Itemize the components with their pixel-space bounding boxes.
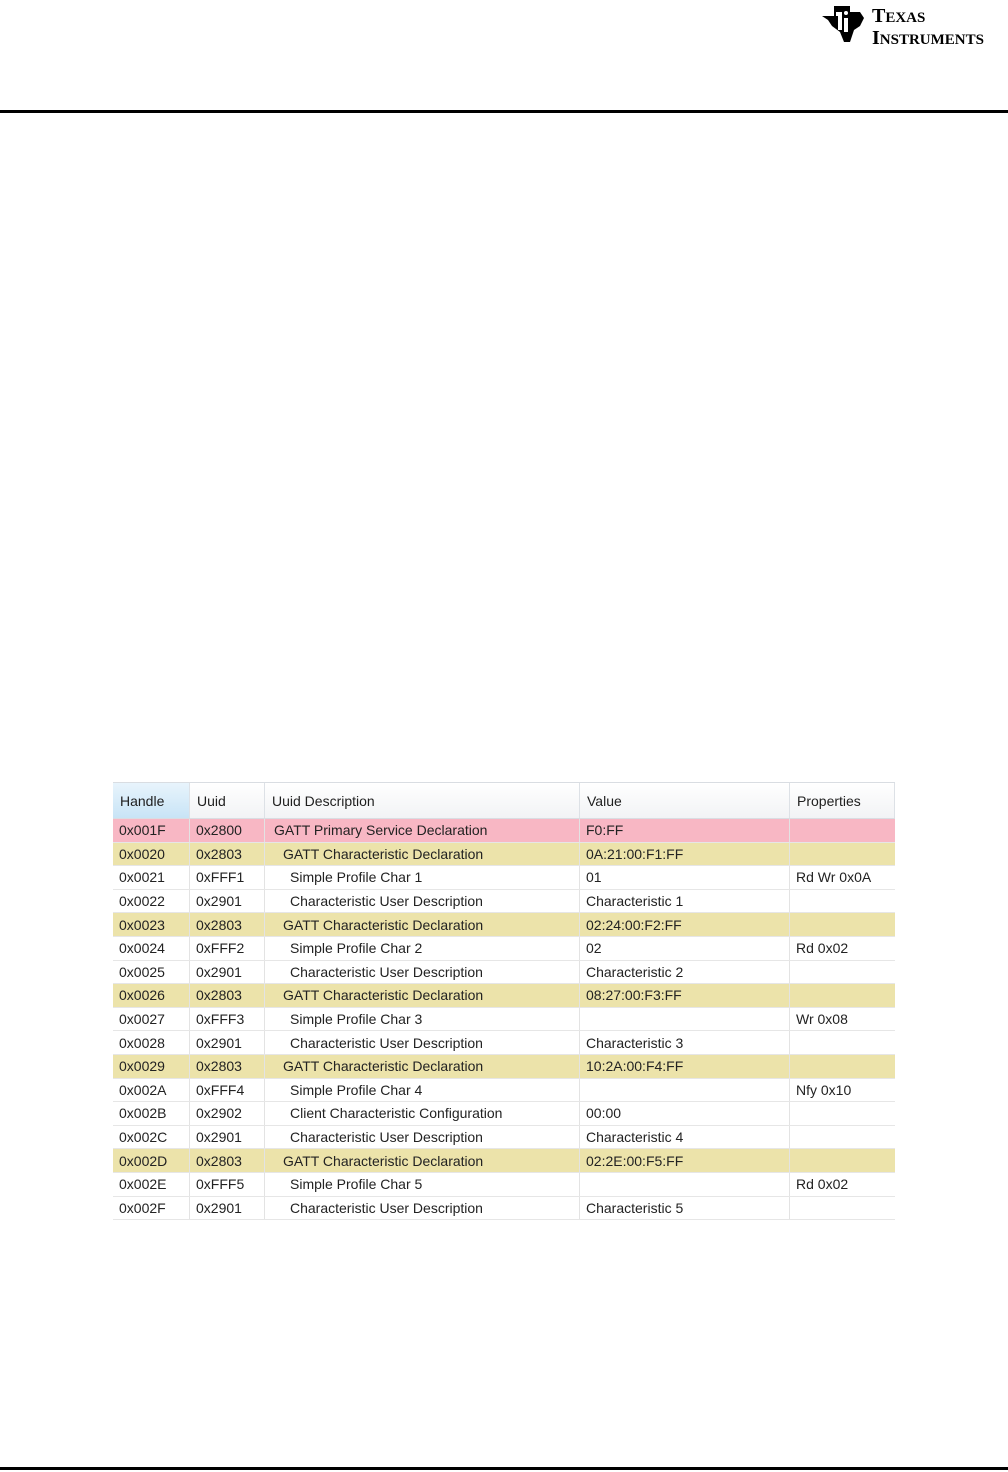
uuid-cell: 0x2901: [190, 1031, 265, 1054]
uuid-description-cell: Client Characteristic Configuration: [265, 1102, 580, 1125]
uuid-cell: 0xFFF5: [190, 1173, 265, 1196]
properties-cell: Nfy 0x10: [796, 1081, 852, 1098]
uuid-description-cell: Characteristic User Description: [265, 1197, 580, 1220]
uuid-cell: 0xFFF1: [190, 866, 265, 889]
table-row[interactable]: [113, 1079, 895, 1103]
uuid-description-cell: Characteristic User Description: [265, 961, 580, 984]
table-row[interactable]: [113, 890, 895, 914]
properties-cell: [790, 984, 895, 1007]
properties-cell: Wr 0x08: [796, 1011, 848, 1028]
handle-cell: 0x0024: [113, 937, 190, 960]
column-header-handle[interactable]: Handle: [113, 783, 190, 818]
value-cell: 08:27:00:F3:FF: [580, 984, 790, 1007]
uuid-cell: 0xFFF3: [190, 1008, 265, 1031]
table-row[interactable]: [113, 913, 895, 937]
handle-cell: 0x002A: [113, 1079, 190, 1102]
uuid-cell: 0x2901: [190, 1197, 265, 1220]
table-row[interactable]: [113, 1197, 895, 1221]
column-header-value[interactable]: Value: [580, 783, 790, 818]
uuid-description-cell: Simple Profile Char 2: [265, 937, 580, 960]
value-cell: 02:2E:00:F5:FF: [580, 1149, 790, 1172]
uuid-description-cell: Simple Profile Char 4: [265, 1079, 580, 1102]
uuid-description-cell: GATT Characteristic Declaration: [265, 984, 580, 1007]
table-row[interactable]: [113, 937, 895, 961]
uuid-cell: 0x2803: [190, 913, 265, 936]
properties-cell: Rd 0x02: [796, 940, 849, 957]
value-cell: 10:2A:00:F4:FF: [580, 1055, 790, 1078]
handle-cell: 0x0022: [113, 890, 190, 913]
table-row[interactable]: [113, 1102, 895, 1126]
uuid-cell: 0x2803: [190, 1149, 265, 1172]
uuid-description-cell: Characteristic User Description: [265, 1126, 580, 1149]
properties-cell: [790, 961, 895, 984]
value-cell: Characteristic 4: [580, 1126, 790, 1149]
value-cell: 02:24:00:F2:FF: [580, 913, 790, 936]
table-body: [113, 819, 895, 1220]
uuid-description-cell: Simple Profile Char 5: [265, 1173, 580, 1196]
gatt-attribute-table: [113, 782, 895, 1220]
table-header: [113, 782, 895, 819]
uuid-description-cell: GATT Characteristic Declaration: [265, 1149, 580, 1172]
table-row[interactable]: [113, 1055, 895, 1079]
table-row[interactable]: [113, 1149, 895, 1173]
handle-cell: 0x0029: [113, 1055, 190, 1078]
uuid-description-cell: GATT Characteristic Declaration: [265, 913, 580, 936]
uuid-cell: 0x2803: [190, 984, 265, 1007]
texas-instruments-logo: [820, 2, 1008, 49]
handle-cell: 0x0021: [113, 866, 190, 889]
uuid-description-cell: GATT Primary Service Declaration: [265, 819, 580, 842]
handle-cell: 0x002C: [113, 1126, 190, 1149]
handle-cell: 0x002F: [113, 1197, 190, 1220]
value-cell: Characteristic 3: [580, 1031, 790, 1054]
handle-cell: 0x0025: [113, 961, 190, 984]
properties-cell: [790, 1055, 895, 1078]
column-header-uuid[interactable]: Uuid: [190, 783, 265, 818]
properties-cell: [790, 1031, 895, 1054]
value-cell: Characteristic 1: [580, 890, 790, 913]
properties-cell: [790, 1102, 895, 1125]
footer-rule: [0, 1467, 1008, 1470]
handle-cell: 0x0026: [113, 984, 190, 1007]
uuid-description-cell: GATT Characteristic Declaration: [265, 1055, 580, 1078]
table-row[interactable]: [113, 984, 895, 1008]
properties-cell: [790, 1197, 895, 1220]
value-cell: [580, 1079, 790, 1102]
header-rule: [0, 110, 1008, 113]
uuid-cell: 0x2901: [190, 961, 265, 984]
properties-cell: [790, 819, 895, 842]
value-cell: 00:00: [580, 1102, 790, 1125]
handle-cell: 0x0023: [113, 913, 190, 936]
column-header-uuid-description[interactable]: Uuid Description: [265, 783, 580, 818]
uuid-description-cell: GATT Characteristic Declaration: [265, 843, 580, 866]
table-row[interactable]: [113, 819, 895, 843]
properties-cell: Rd Wr 0x0A: [796, 869, 872, 886]
uuid-description-cell: Simple Profile Char 3: [265, 1008, 580, 1031]
uuid-description-cell: Simple Profile Char 1: [265, 866, 580, 889]
handle-cell: 0x0020: [113, 843, 190, 866]
value-cell: Characteristic 2: [580, 961, 790, 984]
logo-wordmark: TEXAS INSTRUMENTS: [872, 5, 984, 49]
uuid-cell: 0x2803: [190, 1055, 265, 1078]
uuid-cell: 0xFFF4: [190, 1079, 265, 1102]
properties-cell: [790, 843, 895, 866]
uuid-description-cell: Characteristic User Description: [265, 1031, 580, 1054]
handle-cell: 0x002E: [113, 1173, 190, 1196]
table-row[interactable]: [113, 866, 895, 890]
handle-cell: 0x002B: [113, 1102, 190, 1125]
column-header-properties[interactable]: Properties: [790, 783, 895, 818]
properties-cell: [790, 1149, 895, 1172]
table-row[interactable]: [113, 1031, 895, 1055]
uuid-cell: 0x2901: [190, 890, 265, 913]
value-cell: [580, 1173, 790, 1196]
uuid-cell: 0xFFF2: [190, 937, 265, 960]
uuid-cell: 0x2901: [190, 1126, 265, 1149]
value-cell: 0A:21:00:F1:FF: [580, 843, 790, 866]
table-row[interactable]: [113, 1126, 895, 1150]
handle-cell: 0x002D: [113, 1149, 190, 1172]
uuid-cell: 0x2902: [190, 1102, 265, 1125]
value-cell: F0:FF: [580, 819, 790, 842]
ti-state-logo-icon: [820, 2, 866, 44]
value-cell: 01: [580, 866, 790, 889]
table-row[interactable]: [113, 1173, 895, 1197]
handle-cell: 0x0027: [113, 1008, 190, 1031]
uuid-cell: 0x2800: [190, 819, 265, 842]
properties-cell: Rd 0x02: [796, 1176, 849, 1193]
value-cell: 02: [580, 937, 790, 960]
table-row[interactable]: [113, 1008, 895, 1032]
uuid-cell: 0x2803: [190, 843, 265, 866]
uuid-description-cell: Characteristic User Description: [265, 890, 580, 913]
table-row[interactable]: [113, 961, 895, 985]
table-row[interactable]: [113, 843, 895, 867]
properties-cell: [790, 913, 895, 936]
value-cell: Characteristic 5: [580, 1197, 790, 1220]
handle-cell: 0x0028: [113, 1031, 190, 1054]
properties-cell: [790, 1126, 895, 1149]
value-cell: [580, 1008, 790, 1031]
properties-cell: [790, 890, 895, 913]
handle-cell: 0x001F: [113, 819, 190, 842]
